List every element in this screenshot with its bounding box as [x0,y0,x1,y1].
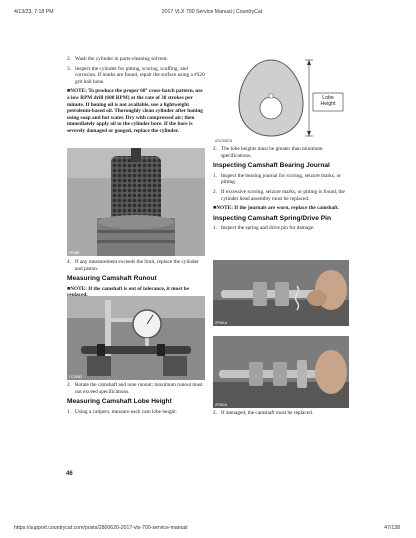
step-wash: 2. Wash the cylinder in parts-cleaning solvent. [67,56,168,62]
lobe-height-diagram [213,52,349,144]
left-column-bottom [67,382,205,418]
print-timestamp: 4/13/23, 7:18 PM [14,9,54,15]
camshaft-spring-photo [213,260,349,326]
cylinder-hone-photo [67,148,205,256]
right-column-bottom [213,410,349,420]
photo-caption: PR388 [69,251,80,255]
step-lobe-heights: 2. The lobe heights must be greater than minimum specifications. [213,146,323,159]
lobe-height-label: Lobe Height [320,95,336,107]
diagram-caption: ATV-0057A [215,139,233,143]
heading-lobe-height: Measuring Camshaft Lobe Height [67,398,172,406]
heading-spring-drive-pin: Inspecting Camshaft Spring/Drive Pin [213,214,331,222]
step-measurement-limit: 4. If any measurement exceeds the limit, replace the cylinder and piston. [67,259,199,272]
photo-caption: ZF061A [215,321,228,325]
right-column-top [213,146,349,235]
note-honing: ■NOTE: To produce the proper 60° cross-hatch pattern, use a low RPM drill (600 RPM) at the rate of 30 strokes per minute. If honing oil is not available, use a lightweight petroleum-based oil. Thoroughly clean cylinder after honing using soap and hot water. Dry with compressed air; then immediately apply oil to the cylinder bore. If the bore is severely damaged or gouged, replace the cylinder. [67,88,203,134]
step-inspect-cylinder: 3. Inspect the cylinder for pitting, scoring, scuffing, and corrosion. If marks are found, repair the surface using a #320 grit ball hone. [67,65,205,85]
step-inspect-spring: 1. Inspect the spring and drive pin for damage. [213,225,315,232]
manual-page-number: 46 [66,471,73,477]
note-journals-worn: ■NOTE: If the journals are worn, replace the camshaft. [213,205,339,212]
page-title: 2017 VLX 700 Service Manual | CountryCat [161,9,263,15]
heading-camshaft-runout: Measuring Camshaft Runout [67,275,157,283]
heading-bearing-journal: Inspecting Camshaft Bearing Journal [213,162,330,170]
photo-caption: ZF062A [215,403,228,407]
camshaft-drive-pin-photo [213,336,349,408]
note-camshaft-tolerance: ■NOTE: If the camshaft is out of tolerance, it must be [67,285,189,292]
step-rotate-camshaft: 2. Rotate the camshaft and note runout; maximum runout must not exceed specifications. [67,382,203,395]
left-column [67,56,205,138]
step-replace-camshaft: 2. If damaged, the camshaft must be replaced. [213,410,314,416]
page-url: https://support.countrycat.com/posts/2800620-2017-vlx-700-service-manual [14,525,188,531]
dial-indicator-photo [67,296,205,380]
step-excessive-scoring: 2. If excessive scoring, seizure marks, or pitting is found, the cylinder head assembly must be replaced. [213,188,345,202]
step-calipers: 1. Using a calipers, measure each cam lobe height. [67,408,177,415]
step-inspect-journal: 1. Inspect the bearing journal for scoring, seizure marks, or pitting. [213,172,342,186]
photo-caption: CC283D [69,375,83,379]
page-counter: 47/138 [384,525,400,531]
